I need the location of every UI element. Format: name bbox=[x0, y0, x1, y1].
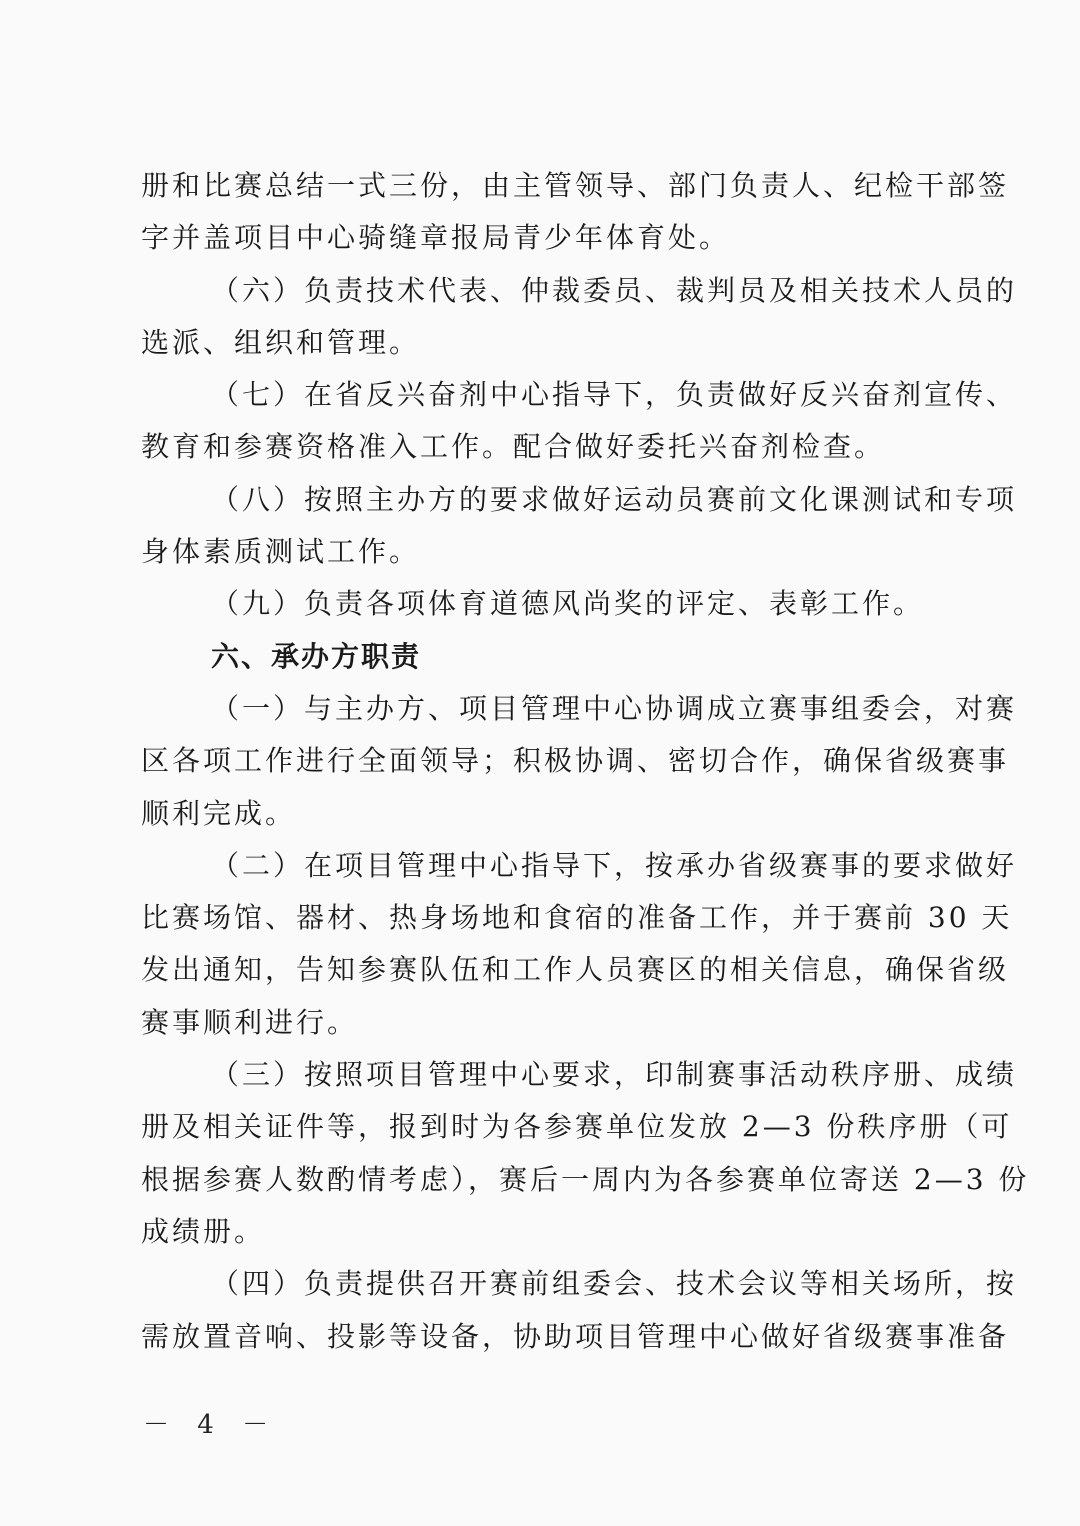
text-line: 教育和参赛资格准入工作。配合做好委托兴奋剂检查。 bbox=[141, 430, 886, 464]
section-heading: 六、承办方职责 bbox=[211, 639, 422, 673]
text-line: 赛事顺利进行。 bbox=[141, 1005, 359, 1039]
text-line: 比赛场馆、器材、热身场地和食宿的准备工作，并于赛前 30 天 bbox=[141, 901, 1013, 935]
paragraph-start-line: （二）在项目管理中心指导下，按承办省级赛事的要求做好 bbox=[211, 848, 1018, 882]
paragraph-start-line: （六）负责技术代表、仲裁委员、裁判员及相关技术人员的 bbox=[211, 273, 1018, 307]
paragraph-start-line: （七）在省反兴奋剂中心指导下，负责做好反兴奋剂宣传、 bbox=[211, 378, 1018, 412]
text-line: 区各项工作进行全面领导；积极协调、密切合作，确保省级赛事 bbox=[141, 744, 1010, 778]
text-line: 需放置音响、投影等设备，协助项目管理中心做好省级赛事准备 bbox=[141, 1319, 1010, 1353]
text-line: 字并盖项目中心骑缝章报局青少年体育处。 bbox=[141, 221, 731, 255]
paragraph-start-line: （四）负责提供召开赛前组委会、技术会议等相关场所，按 bbox=[211, 1267, 1018, 1301]
document-body bbox=[141, 160, 1030, 1363]
paragraph-start-line: （一）与主办方、项目管理中心协调成立赛事组委会，对赛 bbox=[211, 691, 1018, 725]
text-line: 选派、组织和管理。 bbox=[141, 325, 421, 359]
paragraph-start-line: （九）负责各项体育道德风尚奖的评定、表彰工作。 bbox=[211, 587, 925, 621]
text-line: 顺利完成。 bbox=[141, 796, 297, 830]
text-line: 册和比赛总结一式三份，由主管领导、部门负责人、纪检干部签 bbox=[141, 169, 1010, 202]
text-line: 成绩册。 bbox=[141, 1214, 266, 1248]
paragraph-start-line: （八）按照主办方的要求做好运动员赛前文化课测试和专项 bbox=[211, 482, 1018, 516]
text-line: 册及相关证件等，报到时为各参赛单位发放 2—3 份秩序册（可 bbox=[141, 1110, 1013, 1144]
text-line: 根据参赛人数酌情考虑），赛后一周内为各参赛单位寄送 2—3 份 bbox=[141, 1162, 1030, 1196]
page-number: － 4 － bbox=[143, 1410, 279, 1440]
paragraph-start-line: （三）按照项目管理中心要求，印制赛事活动秩序册、成绩 bbox=[211, 1058, 1018, 1092]
text-line: 身体素质测试工作。 bbox=[141, 535, 421, 569]
text-line: 发出通知，告知参赛队伍和工作人员赛区的相关信息，确保省级 bbox=[141, 953, 1010, 987]
